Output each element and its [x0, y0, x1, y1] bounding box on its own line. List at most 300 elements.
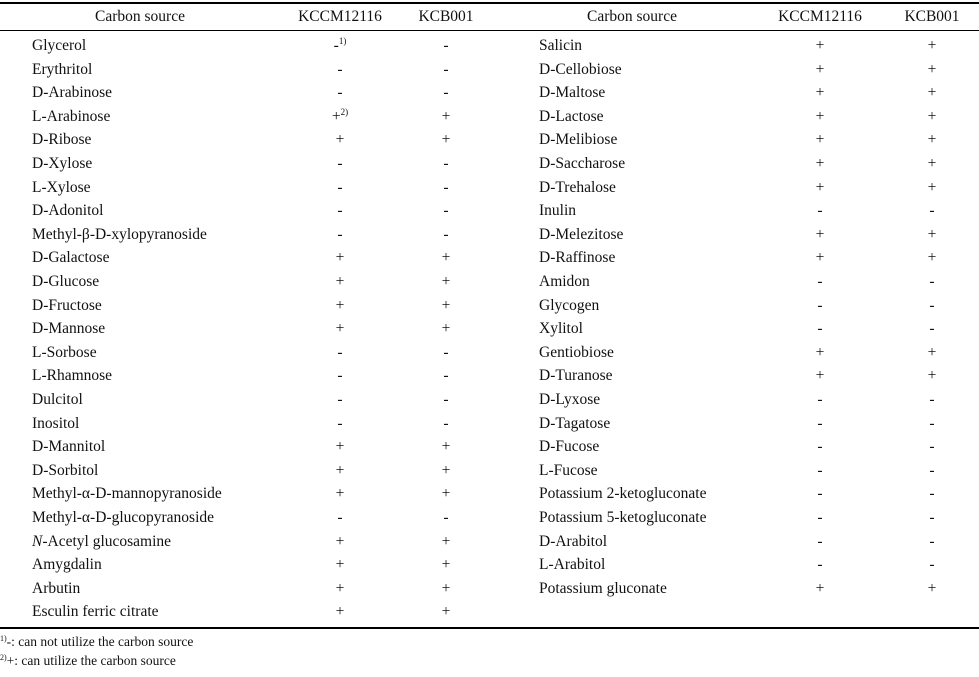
name-text: D-Lyxose	[539, 391, 601, 408]
result-symbol: -	[337, 61, 343, 78]
carbon-source-name	[32, 462, 98, 480]
result-symbol: +	[335, 556, 345, 573]
kccm12116-result	[770, 391, 870, 409]
carbon-source-name	[539, 580, 667, 598]
carbon-source-name	[539, 226, 623, 244]
result-symbol: +	[441, 485, 451, 502]
name-prefix-italic: N	[32, 533, 43, 550]
carbon-source-name	[32, 415, 79, 433]
carbon-source-name	[32, 533, 171, 551]
name-text: D-Trehalose	[539, 179, 616, 196]
result-symbol: -	[337, 344, 343, 361]
carbon-source-name	[32, 131, 91, 149]
result-symbol: +	[815, 131, 825, 148]
name-text: Methyl-α-D-glucopyranoside	[32, 509, 215, 526]
carbon-source-name	[539, 438, 599, 456]
result-symbol: -	[929, 485, 935, 502]
name-text: Potassium gluconate	[539, 580, 667, 597]
result-symbol: +	[927, 226, 937, 243]
result-symbol: -	[443, 509, 449, 526]
result-symbol: -	[929, 273, 935, 290]
result-symbol: +	[927, 61, 937, 78]
header-kccm12116-left: KCCM12116	[298, 8, 382, 25]
kccm12116-result	[290, 367, 390, 385]
kccm12116-result	[770, 462, 870, 480]
result-symbol: +	[335, 273, 345, 290]
kcb001-result	[882, 297, 979, 315]
carbon-source-name	[539, 155, 625, 173]
name-text: L-Sorbose	[32, 344, 97, 361]
result-symbol: +	[815, 226, 825, 243]
kccm12116-result	[290, 415, 390, 433]
carbon-source-name	[32, 108, 110, 126]
carbon-source-name	[539, 108, 604, 126]
kccm12116-result	[770, 556, 870, 574]
carbon-source-name	[32, 438, 105, 456]
header-kccm12116-right: KCCM12116	[778, 8, 862, 25]
kccm12116-result	[290, 108, 390, 126]
result-symbol: -	[443, 415, 449, 432]
kcb001-result	[396, 131, 496, 149]
kccm12116-result	[290, 202, 390, 220]
footnote-1-text: -: can not utilize the carbon source	[6, 634, 194, 649]
result-symbol: -	[337, 391, 343, 408]
result-symbol: +	[441, 580, 451, 597]
kccm12116-result	[770, 37, 870, 55]
kccm12116-result	[290, 462, 390, 480]
result-symbol: -	[929, 297, 935, 314]
result-symbol: +	[441, 273, 451, 290]
result-symbol: -	[817, 415, 823, 432]
result-symbol: +	[815, 580, 825, 597]
kccm12116-result	[770, 509, 870, 527]
carbon-source-name	[539, 61, 622, 79]
kcb001-result	[882, 485, 979, 503]
carbon-source-name	[32, 249, 109, 267]
result-symbol: +	[441, 131, 451, 148]
carbon-source-name	[32, 391, 83, 409]
kcb001-result	[882, 391, 979, 409]
name-text: D-Melibiose	[539, 131, 618, 148]
kccm12116-result	[770, 108, 870, 126]
footnote-ref: 2)	[340, 107, 349, 117]
name-text: L-Arabinose	[32, 108, 111, 125]
kcb001-result	[396, 249, 496, 267]
kccm12116-result	[290, 297, 390, 315]
table-top-rule	[0, 2, 979, 4]
carbon-source-name	[32, 37, 86, 55]
carbon-source-name	[32, 367, 112, 385]
name-text: Acetyl glucosamine	[47, 533, 172, 550]
name-text: D-Melezitose	[539, 226, 624, 243]
footnote-ref: 1)	[338, 36, 347, 46]
carbon-source-name	[539, 391, 600, 409]
result-symbol: +	[335, 580, 345, 597]
name-text: Methyl-α-D-mannopyranoside	[32, 485, 222, 502]
result-symbol: -	[817, 556, 823, 573]
result-symbol: -	[337, 179, 343, 196]
name-text: D-Galactose	[32, 249, 110, 266]
result-symbol: +	[927, 131, 937, 148]
carbon-source-name	[32, 273, 99, 291]
kcb001-result	[882, 226, 979, 244]
kccm12116-result	[290, 249, 390, 267]
carbon-source-name	[539, 509, 706, 527]
result-symbol: -	[929, 438, 935, 455]
carbon-source-name	[32, 509, 214, 527]
result-symbol: +	[927, 249, 937, 266]
name-text: D-Tagatose	[539, 415, 611, 432]
result-symbol: +	[335, 603, 345, 620]
kcb001-result	[396, 367, 496, 385]
name-text: D-Ribose	[32, 131, 92, 148]
result-symbol: +	[815, 249, 825, 266]
kcb001-result	[396, 226, 496, 244]
result-symbol: -	[443, 344, 449, 361]
result-symbol: -	[817, 509, 823, 526]
result-symbol: +	[335, 438, 345, 455]
result-symbol: -	[337, 226, 343, 243]
kccm12116-result	[770, 155, 870, 173]
kccm12116-result	[770, 249, 870, 267]
result-symbol: -	[333, 37, 339, 54]
carbon-source-name	[32, 179, 91, 197]
result-symbol: -	[817, 438, 823, 455]
carbon-source-name	[539, 367, 612, 385]
carbon-source-name	[32, 202, 103, 220]
kccm12116-result	[290, 131, 390, 149]
result-symbol: -	[817, 320, 823, 337]
carbon-source-name	[32, 603, 159, 621]
name-text: L-Fucose	[539, 462, 598, 479]
result-symbol: +	[441, 438, 451, 455]
result-symbol: -	[817, 391, 823, 408]
kcb001-result	[396, 61, 496, 79]
kcb001-result	[396, 84, 496, 102]
kccm12116-result	[770, 438, 870, 456]
result-symbol: +	[441, 462, 451, 479]
kcb001-result	[882, 533, 979, 551]
result-symbol: -	[929, 556, 935, 573]
kcb001-result	[882, 179, 979, 197]
name-text: Methyl-β-D-xylopyranoside	[32, 226, 207, 243]
result-symbol: -	[443, 155, 449, 172]
kcb001-result	[882, 61, 979, 79]
kccm12116-result	[290, 273, 390, 291]
carbon-source-name	[539, 415, 610, 433]
result-symbol: -	[929, 509, 935, 526]
kcb001-result	[882, 202, 979, 220]
name-text: D-Arabinose	[32, 84, 113, 101]
result-symbol: -	[443, 61, 449, 78]
kccm12116-result	[770, 485, 870, 503]
footnote-2-text: +: can utilize the carbon source	[6, 653, 176, 668]
carbon-source-name	[32, 556, 102, 574]
kccm12116-result	[290, 580, 390, 598]
name-text: Esculin ferric citrate	[32, 603, 159, 620]
kcb001-result	[396, 603, 496, 621]
header-kcb001-left: KCB001	[418, 8, 474, 25]
name-text: Salicin	[539, 37, 583, 54]
name-text: Xylitol	[539, 320, 583, 337]
carbon-source-name	[32, 320, 105, 338]
name-text: D-Fucose	[539, 438, 600, 455]
kcb001-result	[882, 108, 979, 126]
name-text: D-Cellobiose	[539, 61, 622, 78]
name-text: Erythritol	[32, 61, 93, 78]
kcb001-result	[882, 320, 979, 338]
name-text: Amidon	[539, 273, 590, 290]
name-text: D-Mannose	[32, 320, 106, 337]
kccm12116-result	[290, 509, 390, 527]
carbon-source-name	[539, 556, 605, 574]
carbon-source-name	[32, 61, 92, 79]
result-symbol: -	[929, 202, 935, 219]
kccm12116-result	[290, 84, 390, 102]
result-symbol: -	[443, 84, 449, 101]
carbon-source-name	[32, 155, 92, 173]
name-text: Potassium 5-ketogluconate	[539, 509, 707, 526]
carbon-source-name	[539, 273, 590, 291]
result-symbol: -	[443, 37, 449, 54]
kccm12116-result	[770, 580, 870, 598]
kccm12116-result	[770, 131, 870, 149]
kcb001-result	[882, 556, 979, 574]
kcb001-result	[882, 344, 979, 362]
result-symbol: +	[335, 297, 345, 314]
result-symbol: +	[331, 108, 341, 125]
kccm12116-result	[290, 556, 390, 574]
name-text: L-Arabitol	[539, 556, 606, 573]
result-symbol: +	[927, 84, 937, 101]
result-symbol: -	[929, 320, 935, 337]
kccm12116-result	[770, 344, 870, 362]
kccm12116-result	[290, 61, 390, 79]
carbon-source-name	[539, 179, 616, 197]
kcb001-result	[882, 37, 979, 55]
kcb001-result	[396, 509, 496, 527]
result-symbol: -	[337, 155, 343, 172]
footnote-1	[0, 634, 193, 650]
result-symbol: +	[335, 462, 345, 479]
name-text: D-Lactose	[539, 108, 604, 125]
result-symbol: +	[441, 603, 451, 620]
name-text: Inulin	[539, 202, 577, 219]
result-symbol: +	[927, 580, 937, 597]
name-text: L-Xylose	[32, 179, 91, 196]
carbon-source-name	[32, 344, 97, 362]
result-symbol: +	[927, 367, 937, 384]
kcb001-result	[882, 580, 979, 598]
result-symbol: +	[441, 249, 451, 266]
kccm12116-result	[770, 226, 870, 244]
result-symbol: -	[443, 226, 449, 243]
kccm12116-result	[290, 533, 390, 551]
kcb001-result	[396, 485, 496, 503]
kcb001-result	[882, 131, 979, 149]
kccm12116-result	[290, 391, 390, 409]
header-kcb001-right: KCB001	[904, 8, 960, 25]
name-text: D-Saccharose	[539, 155, 626, 172]
result-symbol: +	[441, 533, 451, 550]
name-text: Inositol	[32, 415, 80, 432]
kccm12116-result	[770, 179, 870, 197]
name-text: D-Xylose	[32, 155, 93, 172]
result-symbol: +	[815, 367, 825, 384]
result-symbol: +	[441, 297, 451, 314]
result-symbol: +	[815, 37, 825, 54]
kcb001-result	[396, 37, 496, 55]
kccm12116-result	[770, 415, 870, 433]
carbon-source-name	[539, 485, 706, 503]
result-symbol: -	[817, 202, 823, 219]
carbon-source-name	[32, 580, 80, 598]
result-symbol: -	[337, 202, 343, 219]
kccm12116-result	[770, 297, 870, 315]
result-symbol: +	[927, 37, 937, 54]
result-symbol: -	[817, 273, 823, 290]
name-text: D-Turanose	[539, 367, 613, 384]
carbon-source-name	[539, 37, 582, 55]
kccm12116-result	[290, 179, 390, 197]
table-header-rule	[0, 30, 979, 31]
kccm12116-result	[770, 84, 870, 102]
result-symbol: +	[815, 179, 825, 196]
kcb001-result	[882, 249, 979, 267]
kcb001-result	[882, 155, 979, 173]
result-symbol: +	[927, 155, 937, 172]
kccm12116-result	[770, 61, 870, 79]
kcb001-result	[396, 556, 496, 574]
kccm12116-result	[290, 603, 390, 621]
name-text: Glycerol	[32, 37, 87, 54]
name-text: D-Maltose	[539, 84, 606, 101]
carbon-source-name	[539, 462, 598, 480]
table-bottom-rule	[0, 627, 979, 629]
carbon-source-name	[539, 344, 614, 362]
result-symbol: +	[927, 344, 937, 361]
name-text: D-Arabitol	[539, 533, 608, 550]
kcb001-result	[396, 415, 496, 433]
name-text: L-Rhamnose	[32, 367, 113, 384]
footnote-2-mark: 2)	[0, 653, 7, 662]
name-text: D-Raffinose	[539, 249, 616, 266]
result-symbol: -	[817, 462, 823, 479]
carbon-source-name	[32, 485, 222, 503]
result-symbol: -	[929, 391, 935, 408]
kcb001-result	[396, 108, 496, 126]
result-symbol: +	[927, 108, 937, 125]
header-carbon-source-right: Carbon source	[587, 8, 677, 25]
result-symbol: -	[337, 367, 343, 384]
kccm12116-result	[290, 344, 390, 362]
header-carbon-source-left: Carbon source	[95, 8, 185, 25]
name-text: D-Adonitol	[32, 202, 104, 219]
kccm12116-result	[770, 273, 870, 291]
kcb001-result	[882, 415, 979, 433]
name-text: D-Glucose	[32, 273, 100, 290]
result-symbol: -	[929, 462, 935, 479]
name-text: D-Sorbitol	[32, 462, 99, 479]
carbon-source-name	[539, 84, 605, 102]
name-text: Gentiobiose	[539, 344, 614, 361]
footnote-1-mark: 1)	[0, 634, 7, 643]
kccm12116-result	[770, 533, 870, 551]
result-symbol: -	[337, 84, 343, 101]
result-symbol: +	[815, 84, 825, 101]
name-text: D-Fructose	[32, 297, 102, 314]
result-symbol: +	[335, 131, 345, 148]
result-symbol: -	[443, 367, 449, 384]
carbon-source-name	[539, 297, 599, 315]
kcb001-result	[396, 273, 496, 291]
kccm12116-result	[290, 155, 390, 173]
kcb001-result	[396, 462, 496, 480]
name-text: Dulcitol	[32, 391, 83, 408]
carbon-source-name	[539, 202, 576, 220]
result-symbol: -	[337, 415, 343, 432]
result-symbol: -	[817, 485, 823, 502]
kccm12116-result	[770, 367, 870, 385]
name-text: Glycogen	[539, 297, 600, 314]
result-symbol: +	[815, 155, 825, 172]
kcb001-result	[882, 273, 979, 291]
kcb001-result	[882, 438, 979, 456]
kcb001-result	[396, 320, 496, 338]
result-symbol: -	[929, 533, 935, 550]
carbon-source-name	[32, 297, 102, 315]
kcb001-result	[396, 179, 496, 197]
result-symbol: +	[441, 320, 451, 337]
kccm12116-result	[290, 320, 390, 338]
kcb001-result	[396, 533, 496, 551]
footnote-2	[0, 653, 176, 669]
name-text: Potassium 2-ketogluconate	[539, 485, 707, 502]
result-symbol: -	[443, 391, 449, 408]
kccm12116-result	[290, 37, 390, 55]
kccm12116-result	[290, 485, 390, 503]
kcb001-result	[882, 462, 979, 480]
name-text: D-Mannitol	[32, 438, 106, 455]
result-symbol: +	[441, 556, 451, 573]
kcb001-result	[396, 438, 496, 456]
kcb001-result	[396, 580, 496, 598]
result-symbol: +	[335, 249, 345, 266]
kcb001-result	[396, 391, 496, 409]
kcb001-result	[396, 297, 496, 315]
result-symbol: -	[443, 179, 449, 196]
result-symbol: +	[815, 344, 825, 361]
name-text: Arbutin	[32, 580, 81, 597]
carbon-source-name	[539, 131, 617, 149]
result-symbol: -	[929, 415, 935, 432]
kcb001-result	[396, 202, 496, 220]
result-symbol: -	[817, 297, 823, 314]
carbon-source-name	[539, 249, 615, 267]
result-symbol: +	[815, 61, 825, 78]
carbon-source-name	[32, 226, 207, 244]
kccm12116-result	[770, 320, 870, 338]
result-symbol: +	[815, 108, 825, 125]
result-symbol: +	[335, 533, 345, 550]
carbon-source-name	[539, 320, 583, 338]
result-symbol: +	[335, 320, 345, 337]
name-prefix-separator: -	[42, 533, 48, 550]
result-symbol: +	[441, 108, 451, 125]
kcb001-result	[882, 509, 979, 527]
kccm12116-result	[770, 202, 870, 220]
kccm12116-result	[290, 226, 390, 244]
